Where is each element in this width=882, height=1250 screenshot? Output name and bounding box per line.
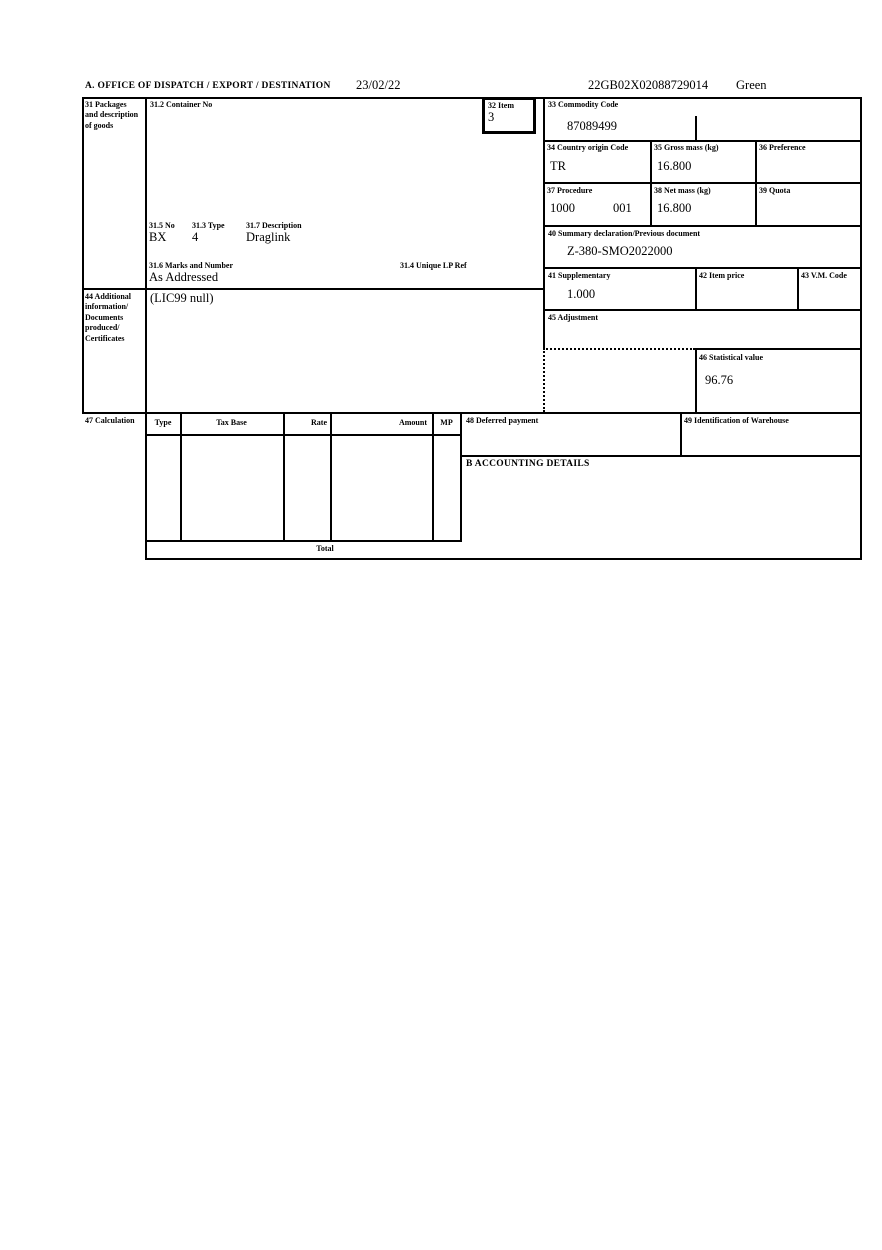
box-38-net-mass-value: 16.800 [657, 201, 692, 215]
box-49-warehouse-label: 49 Identification of Warehouse [684, 416, 789, 425]
box-35-gross-mass-value: 16.800 [657, 159, 692, 173]
box-31-7-description-label: 31.7 Description [246, 221, 302, 230]
divider-line [145, 97, 147, 414]
divider-line [543, 267, 862, 269]
divider-line [82, 97, 84, 414]
divider-line [543, 309, 862, 311]
box-34-country-origin-value: TR [550, 159, 566, 173]
dotted-divider-line [543, 348, 545, 412]
box-33-commodity-code-value: 87089499 [567, 119, 617, 133]
box-47-calculation-label: 47 Calculation [85, 416, 135, 425]
divider-line [432, 412, 434, 540]
calc-header-rate: Rate [311, 418, 327, 427]
calc-header-mp: MP [440, 418, 453, 427]
divider-line [82, 288, 545, 290]
dotted-divider-line [543, 348, 695, 350]
box-37-procedure-value-2: 001 [613, 201, 632, 215]
box-42-item-price-label: 42 Item price [699, 271, 745, 280]
calc-total-label: Total [316, 544, 334, 553]
box-31-packages-label: 31 Packages and description of goods [85, 100, 139, 130]
divider-line [543, 97, 545, 348]
divider-line [695, 267, 697, 309]
calc-header-type: Type [154, 418, 172, 427]
box-31-5-no-label: 31.5 No [149, 221, 175, 230]
box-46-statistical-value-value: 96.76 [705, 373, 734, 387]
section-b-accounting-title: B ACCOUNTING DETAILS [466, 459, 590, 469]
divider-line [695, 348, 862, 350]
divider-line [680, 412, 682, 455]
box-36-preference-label: 36 Preference [759, 143, 806, 152]
box-31-6-marks-value: As Addressed [149, 270, 219, 284]
divider-line [283, 412, 285, 540]
box-34-country-origin-label: 34 Country origin Code [547, 143, 629, 152]
divider-line [145, 540, 462, 542]
box-41-supplementary-label: 41 Supplementary [548, 271, 611, 280]
box-38-net-mass-label: 38 Net mass (kg) [654, 186, 711, 195]
routing-status: Green [736, 78, 767, 92]
divider-line [695, 348, 697, 412]
divider-line [543, 225, 862, 227]
box-46-statistical-value-label: 46 Statistical value [699, 353, 763, 362]
box-40-summary-declaration-label: 40 Summary declaration/Previous document [548, 229, 701, 238]
box-32-item-label: 32 Item [488, 101, 514, 110]
divider-line [755, 140, 757, 225]
box-48-deferred-payment-label: 48 Deferred payment [466, 416, 539, 425]
dispatch-date: 23/02/22 [356, 78, 401, 92]
divider-line [543, 140, 862, 142]
divider-line [860, 97, 862, 560]
box-33-commodity-code-label: 33 Commodity Code [548, 100, 619, 109]
section-a-title: A. OFFICE OF DISPATCH / EXPORT / DESTINATION [85, 81, 331, 91]
divider-line [145, 558, 862, 560]
box-44-additional-info-value: (LIC99 null) [150, 291, 214, 305]
box-41-supplementary-value: 1.000 [567, 287, 596, 301]
divider-line [180, 412, 182, 540]
box-40-summary-declaration-value: Z-380-SMO2022000 [567, 244, 673, 258]
divider-line [145, 434, 462, 436]
box-37-procedure-label: 37 Procedure [547, 186, 593, 195]
box-32-item [482, 97, 536, 134]
divider-line [543, 182, 862, 184]
box-31-3-type-value: 4 [192, 230, 199, 244]
box-31-2-container-label: 31.2 Container No [150, 100, 213, 109]
box-31-6-marks-label: 31.6 Marks and Number [149, 261, 234, 270]
entry-reference: 22GB02X02088729014 [588, 78, 709, 92]
divider-line [650, 140, 652, 225]
box-32-item-value: 3 [488, 110, 495, 124]
divider-line [695, 116, 697, 142]
divider-line [82, 412, 862, 414]
box-44-additional-info-label: 44 Additional information/ Documents produced/ Certificates [85, 292, 132, 343]
box-39-quota-label: 39 Quota [759, 186, 791, 195]
box-31-5-no-value: BX [149, 230, 167, 244]
box-37-procedure-value-1: 1000 [550, 201, 575, 215]
box-43-vm-code-label: 43 V.M. Code [801, 271, 847, 280]
box-31-4-unique-lp-ref-label: 31.4 Unique LP Ref [400, 261, 467, 270]
divider-line [797, 267, 799, 309]
divider-line [145, 412, 147, 560]
divider-line [330, 412, 332, 540]
divider-line [82, 97, 862, 99]
box-31-3-type-label: 31.3 Type [192, 221, 225, 230]
box-45-adjustment-label: 45 Adjustment [548, 313, 599, 322]
box-35-gross-mass-label: 35 Gross mass (kg) [654, 143, 719, 152]
calc-header-tax-base: Tax Base [216, 418, 247, 427]
calc-header-amount: Amount [398, 418, 427, 427]
divider-line [462, 455, 862, 457]
divider-line [460, 412, 462, 540]
box-31-7-description-value: Draglink [246, 230, 291, 244]
